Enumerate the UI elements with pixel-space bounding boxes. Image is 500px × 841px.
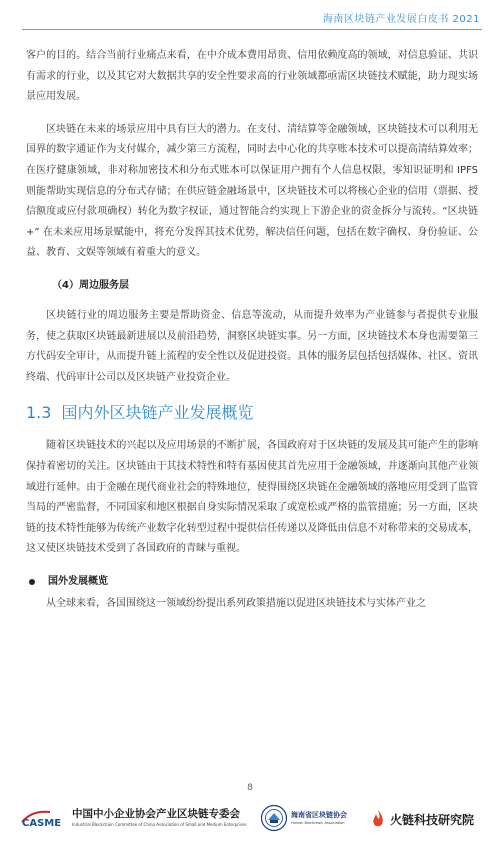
logo3-name: 火链科技研究院 <box>390 813 475 827</box>
bullet-dot-icon <box>29 579 35 585</box>
header-divider <box>22 29 482 30</box>
logo1-chinese-name: 中国中小企业协会产业区块链专委会 <box>72 808 240 820</box>
paragraph-2: 区块链在未来的场景应用中具有巨大的潜力。在支付、清结算等金融领域，区块链技术可以利用无国界的数字通证作为支付媒介，减少第三方流程，同时去中心化的共享账本技术可以提高清结算效率；在医疗健康领域，非对称加密技术和分布式账本可以保证用户拥有个人信息权限，零知识证明和 IPFS 则能帮助实现信息的分布式存储；在供应链金融场景中，区块链技术可以将核心企业的信用（票据、授信额度或应付款项确权）转化为数字权证，通过智能合约实现上下游企业的资金拆分与流转。“区块链+” 在未来应用场景赋能中，将充分发挥其技术优势，解决信任问题，包括在数字确权、身份验证、公益、教育、文娱等领域有着重大的意义。 <box>26 123 478 259</box>
section-heading <box>26 400 478 426</box>
section-number: 1.3 <box>26 403 52 423</box>
footer-logos <box>20 800 482 836</box>
page-number: 8 <box>247 783 253 793</box>
bullet-heading-overseas <box>26 572 478 592</box>
logo1-english-name: Industrial Blockchain Committee of China Association of Small and Medium Enterprises <box>72 822 247 827</box>
header-title: 海南区块链产业发展白皮书 2021 <box>322 14 480 25</box>
flame-logo-icon <box>370 809 386 829</box>
paragraph-4: 随着区块链技术的兴起以及应用场景的不断扩展，各国政府对于区块链的发展及其可能产生的影响保持着密切的关注。区块链由于其技术特性和特有基因使其首先应用于金融领域，并逐渐向其他产业领域进行延伸。由于金融在现代商业社会的特殊地位，使得围绕区块链在金融领域的落地应用受到了监管当局的严密监督，不同国家和地区根据自身实际情况采取了或宽松或严格的监管措施；另一方面，区块链的技术特性能够为传统产业数字化转型过程中提供信任传递以及降低由信息不对称带来的交易成本，这又使区块链技术受到了各国政府的青睐与重视。 <box>26 440 478 555</box>
logo2-english-name: Hainan Blockchain Association <box>291 821 345 825</box>
logo-hainan-blockchain-association <box>260 804 365 832</box>
section-title-text: 国内外区块链产业发展概览 <box>61 403 254 423</box>
logo-casme-committee <box>20 806 255 832</box>
svg-text:CASME: CASME <box>22 818 62 829</box>
logo-huolian-research <box>370 809 482 829</box>
association-emblem-icon <box>260 804 288 832</box>
casme-logo-icon <box>20 806 68 830</box>
logo2-chinese-name: 海南省区块链协会 <box>291 811 347 819</box>
paragraph-5: 从全球来看，各国围绕这一领域纷纷提出系列政策措施以促进区块链技术与实体产业之 <box>46 597 426 609</box>
subheading-peripheral-services: （4）周边服务层 <box>52 279 129 291</box>
bullet-heading-text: 国外发展概览 <box>48 575 108 587</box>
paragraph-3: 区块链行业的周边服务主要是帮助资金、信息等流动，从而提升效率为产业链参与者提供专业服务，使之获取区块链最新进展以及前沿趋势，洞察区块链实事。另一方面，区块链技术本身也需要第三方代码安全审计，从而提升链上流程的安全性以及促进投资。具体的服务层包括包括媒体、社区、资讯终端、代码审计公司以及区块链产业投资企业。 <box>26 309 478 383</box>
paragraph-1: 客户的目的。结合当前行业痛点来看，在中介成本费用昂贵、信用依赖度高的领域，对信息验证、共识有需求的行业，以及其它对大数据共享的安全性要求高的行业领域都亟需区块链技术赋能，助力现实场景应用发展。 <box>26 50 478 103</box>
page-content <box>26 46 478 626</box>
